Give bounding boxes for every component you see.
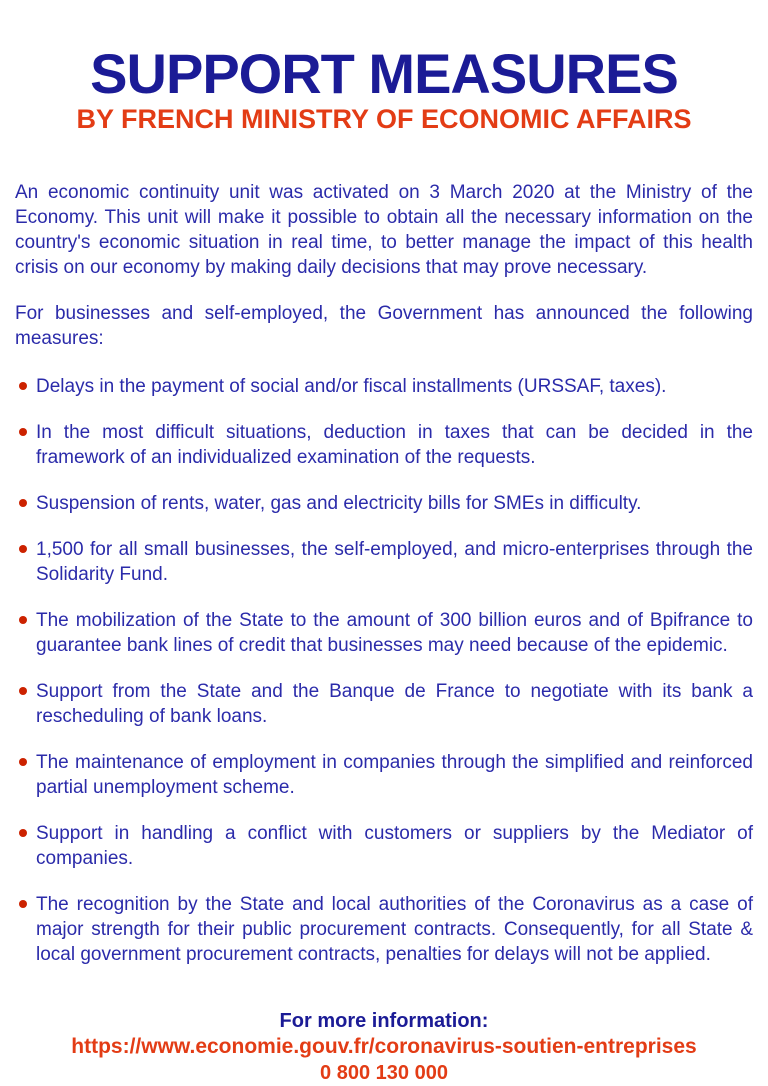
measure-text: Support in handling a conflict with customers or suppliers by the Mediator of companies.: [36, 823, 753, 870]
list-item: [15, 491, 753, 516]
footer-section: [15, 1009, 753, 1086]
measure-text: The mobilization of the State to the amount of 300 billion euros and of Bpifrance to guarantee bank lines of credit that businesses may need because of the epidemic.: [36, 610, 753, 657]
measures-list: [15, 374, 753, 967]
intro-section: [15, 180, 753, 351]
hotline-phone-number: 0 800 130 000: [320, 1062, 448, 1085]
measures-lead-in: For businesses and self-employed, the Government has announced the following measures:: [15, 303, 753, 350]
list-item: [15, 420, 753, 470]
list-item: [15, 750, 753, 800]
list-item: [15, 679, 753, 729]
measure-text: The maintenance of employment in companies through the simplified and reinforced partial unemployment scheme.: [36, 752, 753, 799]
info-url-link[interactable]: https://www.economie.gouv.fr/coronavirus-soutien-entreprises: [71, 1035, 697, 1059]
bullet-icon: [19, 829, 27, 837]
list-item: [15, 374, 753, 399]
measure-text: Suspension of rents, water, gas and electricity bills for SMEs in difficulty.: [36, 493, 642, 515]
bullet-icon: [19, 545, 27, 553]
measure-text: 1,500 for all small businesses, the self-employed, and micro-enterprises through the Solidarity Fund.: [36, 539, 753, 586]
bullet-icon: [19, 687, 27, 695]
bullet-icon: [19, 616, 27, 624]
list-item: [15, 821, 753, 871]
measure-text: Support from the State and the Banque de France to negotiate with its bank a rescheduling of bank loans.: [36, 681, 753, 728]
more-info-label: For more information:: [279, 1010, 489, 1033]
intro-paragraph: An economic continuity unit was activated on 3 March 2020 at the Ministry of the Economy. This unit will make it possible to obtain all the necessary information on the country's economic situation in real time, to better manage the impact of this health crisis on our economy by making daily decisions that may prove necessary.: [15, 182, 753, 279]
page-subtitle: BY FRENCH MINISTRY OF ECONOMIC AFFAIRS: [76, 104, 692, 134]
bullet-icon: [19, 382, 27, 390]
list-item: [15, 608, 753, 658]
page-title: SUPPORT MEASURES: [90, 42, 678, 105]
list-item: [15, 537, 753, 587]
measure-text: The recognition by the State and local authorities of the Coronavirus as a case of major strength for their public procurement contracts. Consequently, for all State & local government procurement contracts, penalties for delays will not be applied.: [36, 894, 753, 966]
bullet-icon: [19, 499, 27, 507]
measure-text: In the most difficult situations, deduction in taxes that can be decided in the framework of an individualized examination of the requests.: [36, 422, 753, 469]
bullet-icon: [19, 758, 27, 766]
list-item: [15, 892, 753, 967]
measure-text: Delays in the payment of social and/or fiscal installments (URSSAF, taxes).: [36, 376, 667, 398]
bullet-icon: [19, 428, 27, 436]
bullet-icon: [19, 900, 27, 908]
